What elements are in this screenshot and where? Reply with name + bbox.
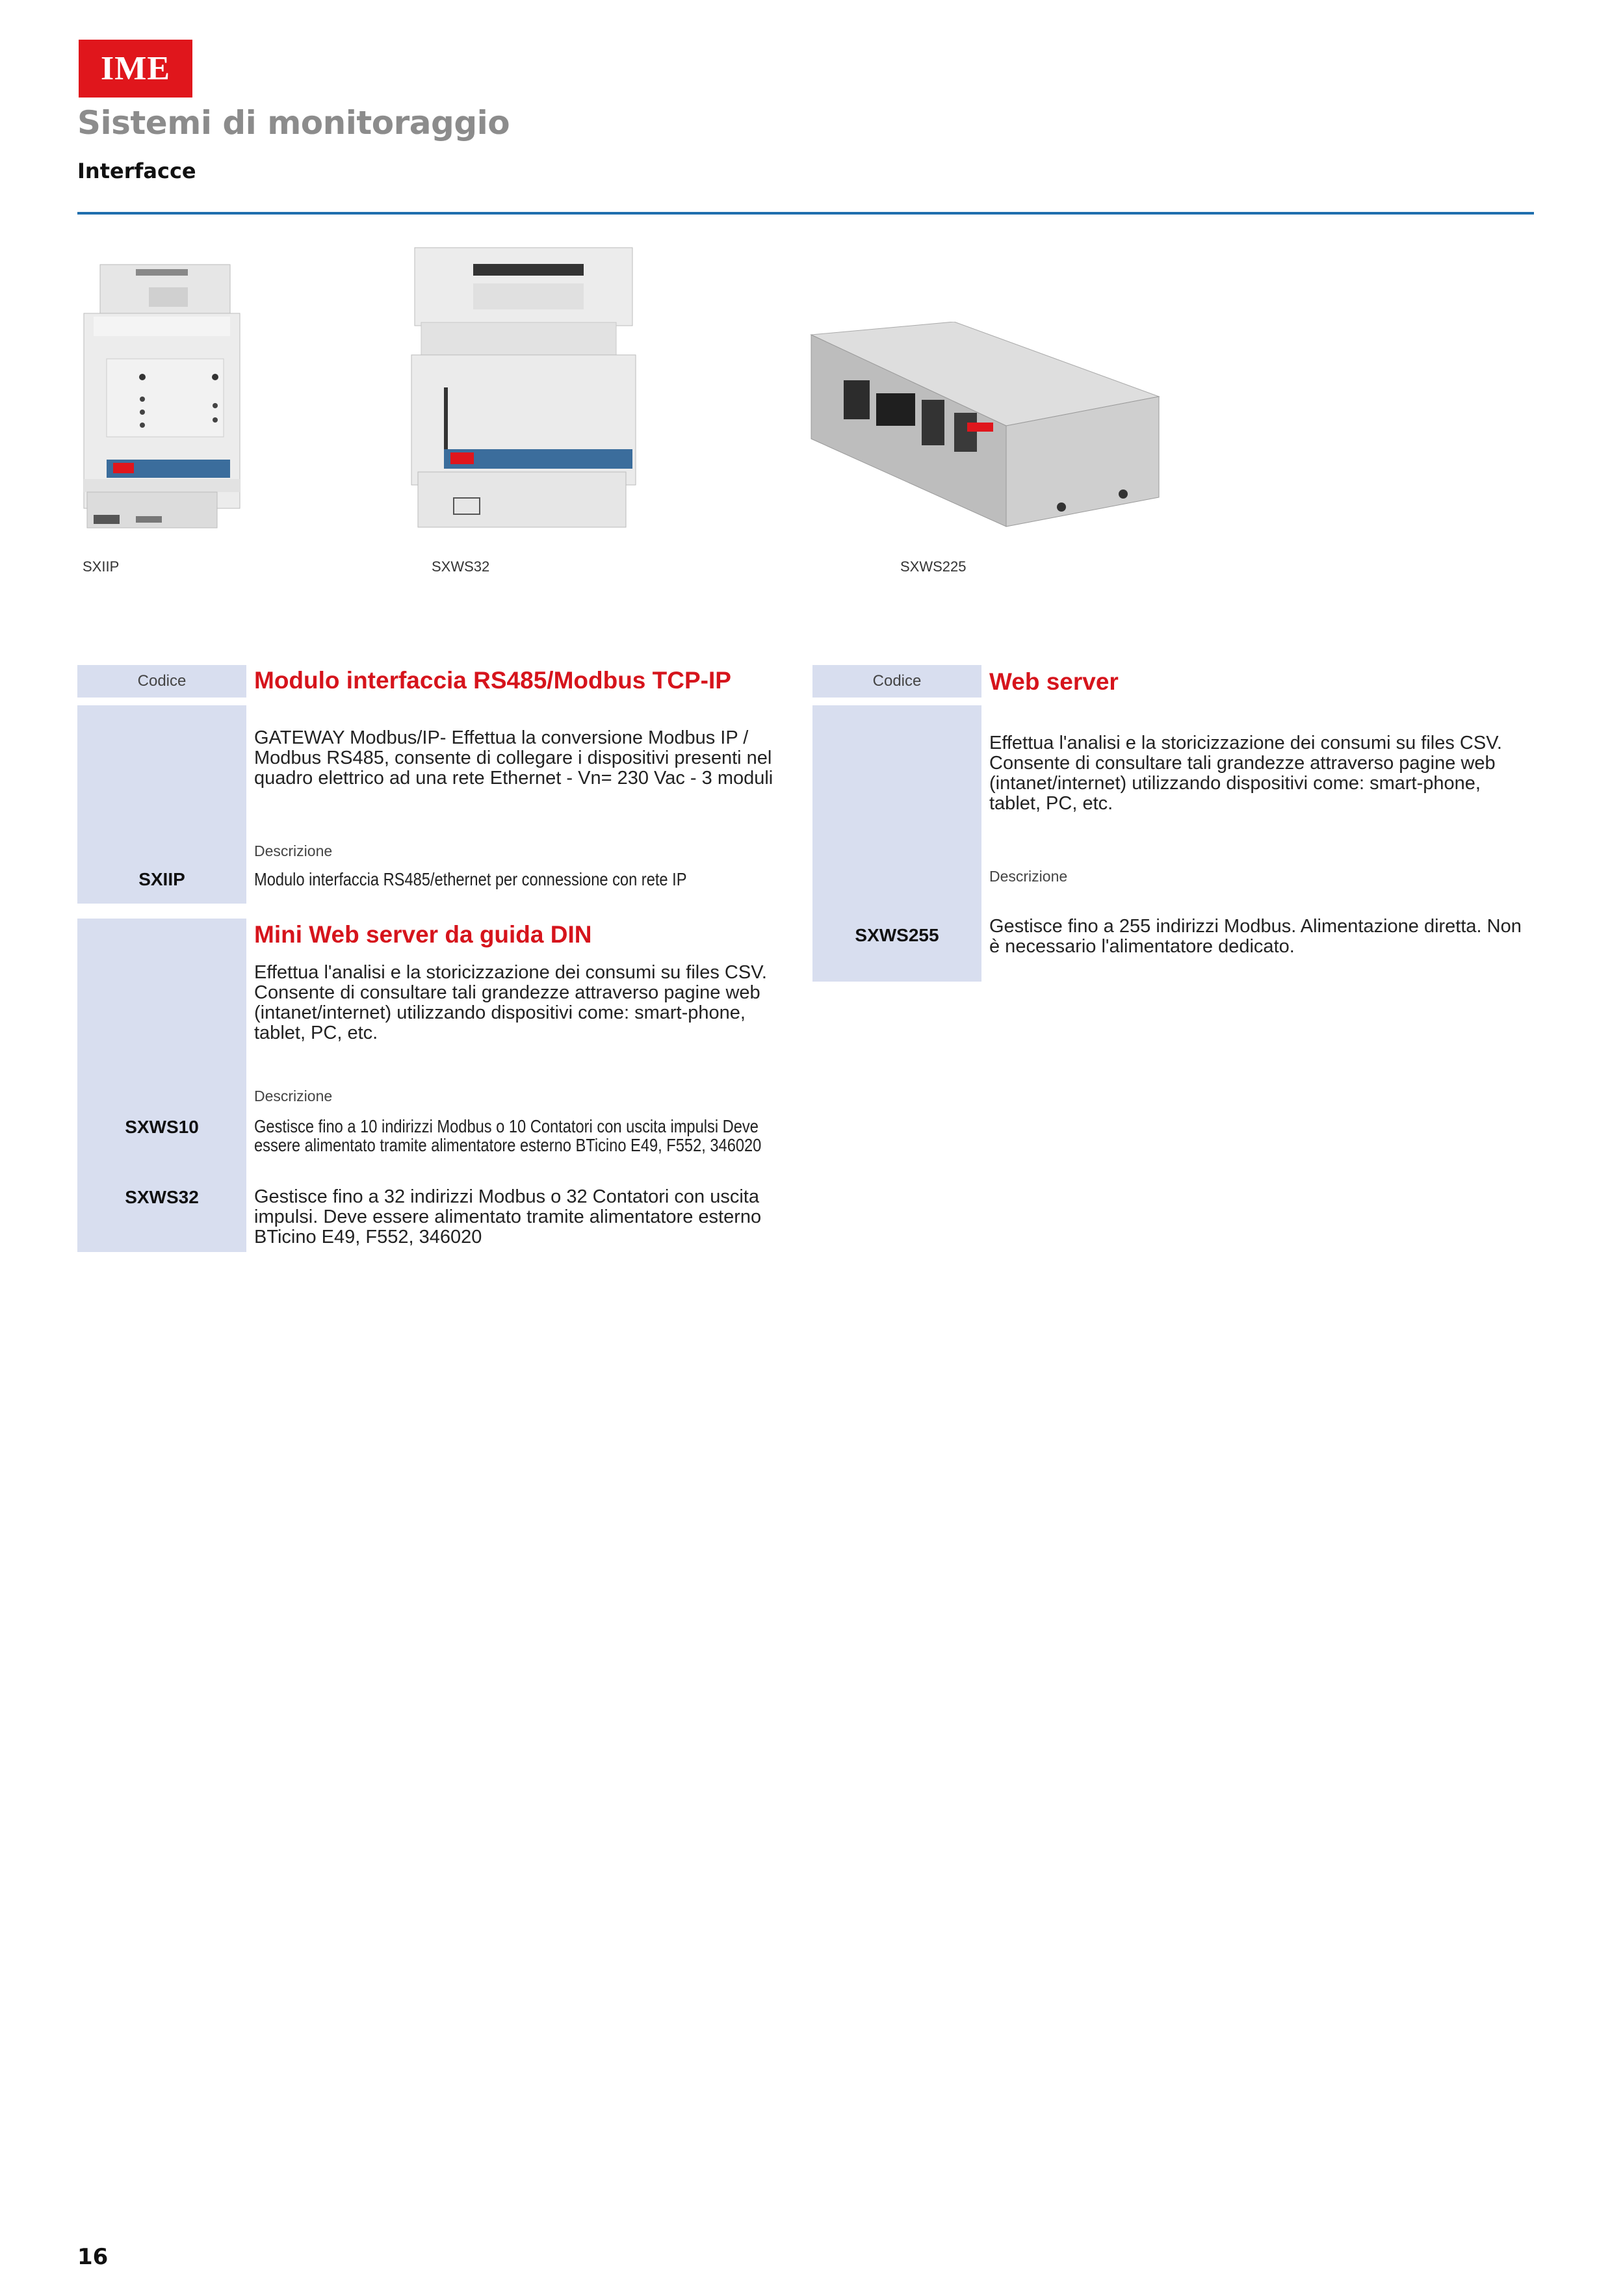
- page-number: 16: [77, 2244, 109, 2270]
- section-title-rs485: Modulo interfaccia RS485/Modbus TCP-IP: [254, 667, 731, 694]
- caption-sxws32: SXWS32: [432, 558, 490, 575]
- codice-header-left: [77, 665, 246, 698]
- code-sxws32: SXWS32: [125, 1187, 199, 1207]
- page-subtitle: Interfacce: [77, 159, 196, 183]
- caption-sxiip: SXIIP: [83, 558, 120, 575]
- ime-logo: [79, 40, 192, 98]
- intro-web-server: Effettua l'analisi e la storicizzazione dei consumi su files CSV. Consente di consultare tali grandezze attraverso pagine web (intanet/internet) utilizzando dispositivi come: smart-phone, tablet, PC, etc.: [989, 733, 1502, 814]
- product-image-sxws32: [408, 244, 640, 536]
- page-title: Sistemi di monitoraggio: [77, 104, 510, 142]
- desc-sxiip: Modulo interfaccia RS485/ethernet per connessione con rete IP: [254, 869, 687, 889]
- code-sxws10: SXWS10: [125, 1117, 199, 1137]
- descrizione-label-sxws255: Descrizione: [989, 868, 1068, 885]
- descrizione-label-sxiip: Descrizione: [254, 842, 333, 859]
- product-image-sxws225: [805, 322, 1167, 531]
- desc-sxws32: Gestisce fino a 32 indirizzi Modbus o 32 Contatori con uscita impulsi. Deve essere alimentato tramite alimentatore esterno BTicino E49, F552, 346020: [254, 1186, 762, 1247]
- desc-sxws255: Gestisce fino a 255 indirizzi Modbus. Alimentazione diretta. Non è necessario l'alimentatore dedicato.: [989, 916, 1522, 957]
- intro-rs485: GATEWAY Modbus/IP- Effettua la conversione Modbus IP / Modbus RS485, consente di collegare i dispositivi presenti nel quadro elettrico ad una rete Ethernet - Vn= 230 Vac - 3 moduli: [254, 727, 773, 789]
- intro-mini-web: Effettua l'analisi e la storicizzazione dei consumi su files CSV. Consente di consultare tali grandezze attraverso pagine web (intanet/internet) utilizzando dispositivi come: smart-phone, tablet, PC, etc.: [254, 962, 767, 1043]
- codice-label-left: Codice: [137, 672, 187, 690]
- desc-sxws10: Gestisce fino a 10 indirizzi Modbus o 10 Contatori con uscita impulsi Deve essere alimentato tramite alimentatore esterno BTicino E49, F552, 346020: [254, 1116, 762, 1155]
- codice-label-right: Codice: [872, 672, 922, 690]
- code-sxiip: SXIIP: [138, 869, 185, 889]
- logo-text: IME: [101, 50, 170, 87]
- product-image-sxiip: [77, 261, 259, 534]
- section-title-web-server: Web server: [989, 668, 1119, 695]
- codice-header-right: [812, 665, 981, 698]
- section-title-mini-web: Mini Web server da guida DIN: [254, 921, 592, 948]
- header-divider: [77, 212, 1534, 215]
- caption-sxws225: SXWS225: [900, 558, 967, 575]
- code-sxws255: SXWS255: [855, 925, 939, 945]
- descrizione-label-mini-web: Descrizione: [254, 1088, 333, 1104]
